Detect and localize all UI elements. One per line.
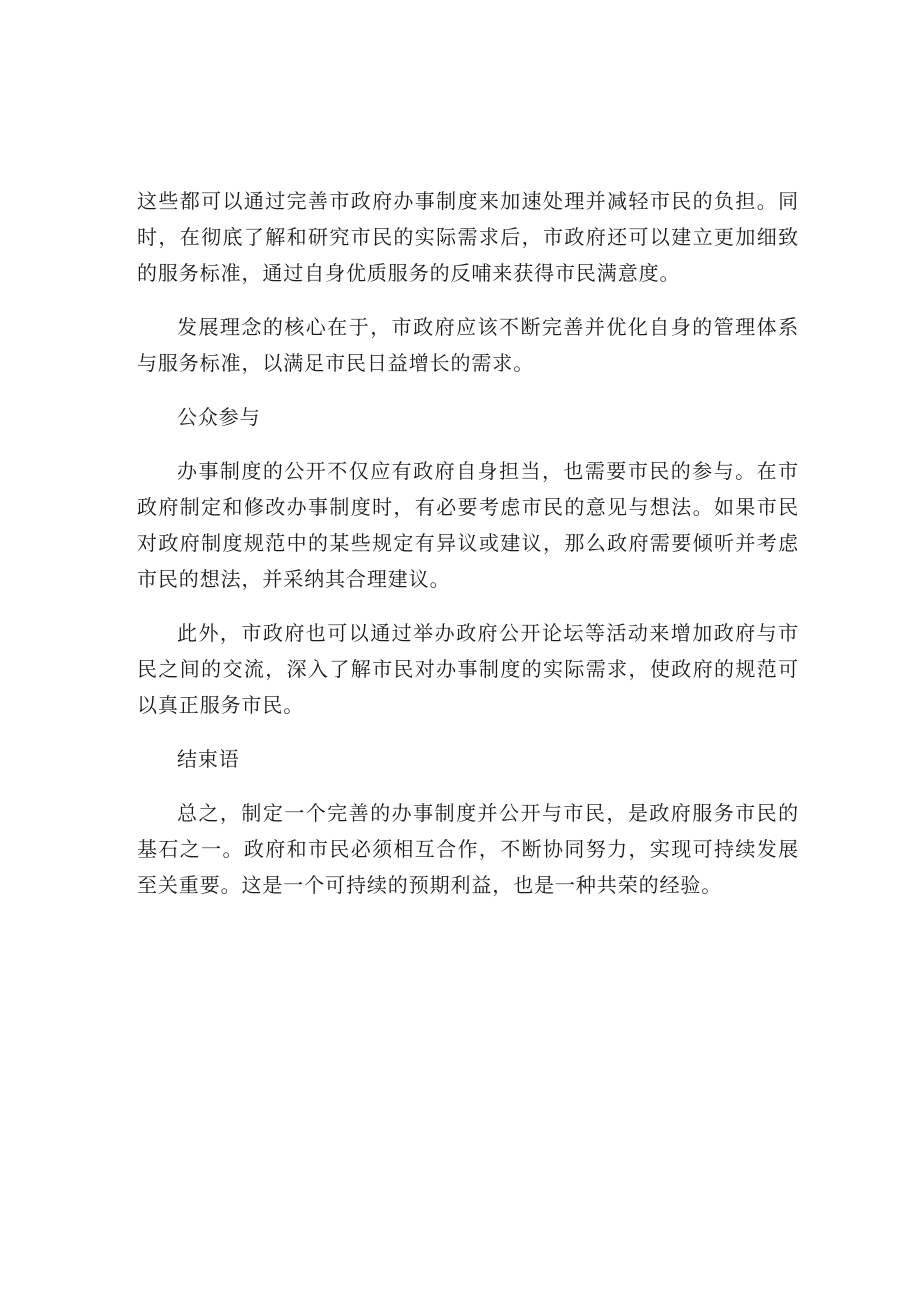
section-heading-public-participation: 公众参与 (177, 405, 261, 429)
paragraph-conclusion: 总之，制定一个完善的办事制度并公开与市民，是政府服务市民的基石之一。政府和市民必须相互合作，不断协同努力，实现可持续发展至关重要。这是一个可持续的预期利益，也是一种共荣的经验。 (137, 801, 799, 897)
paragraph-public-forum: 此外，市政府也可以通过举办政府公开论坛等活动来增加政府与市民之间的交流，深入了解市民对办事制度的实际需求，使政府的规范可以真正服务市民。 (137, 621, 799, 717)
paragraph-development-concept: 发展理念的核心在于，市政府应该不断完善并优化自身的管理体系与服务标准，以满足市民日益增长的需求。 (137, 315, 799, 375)
paragraph-intro: 这些都可以通过完善市政府办事制度来加速处理并减轻市民的负担。同时，在彻底了解和研究市民的实际需求后，市政府还可以建立更加细致的服务标准，通过自身优质服务的反哺来获得市民满意度。 (137, 189, 799, 285)
document-body (137, 183, 799, 921)
paragraph-public-participation: 办事制度的公开不仅应有政府自身担当，也需要市民的参与。在市政府制定和修改办事制度时，有必要考虑市民的意见与想法。如果市民对政府制度规范中的某些规定有异议或建议，那么政府需要倾听并考虑市民的想法，并采纳其合理建议。 (137, 459, 799, 591)
section-heading-conclusion: 结束语 (177, 747, 240, 771)
